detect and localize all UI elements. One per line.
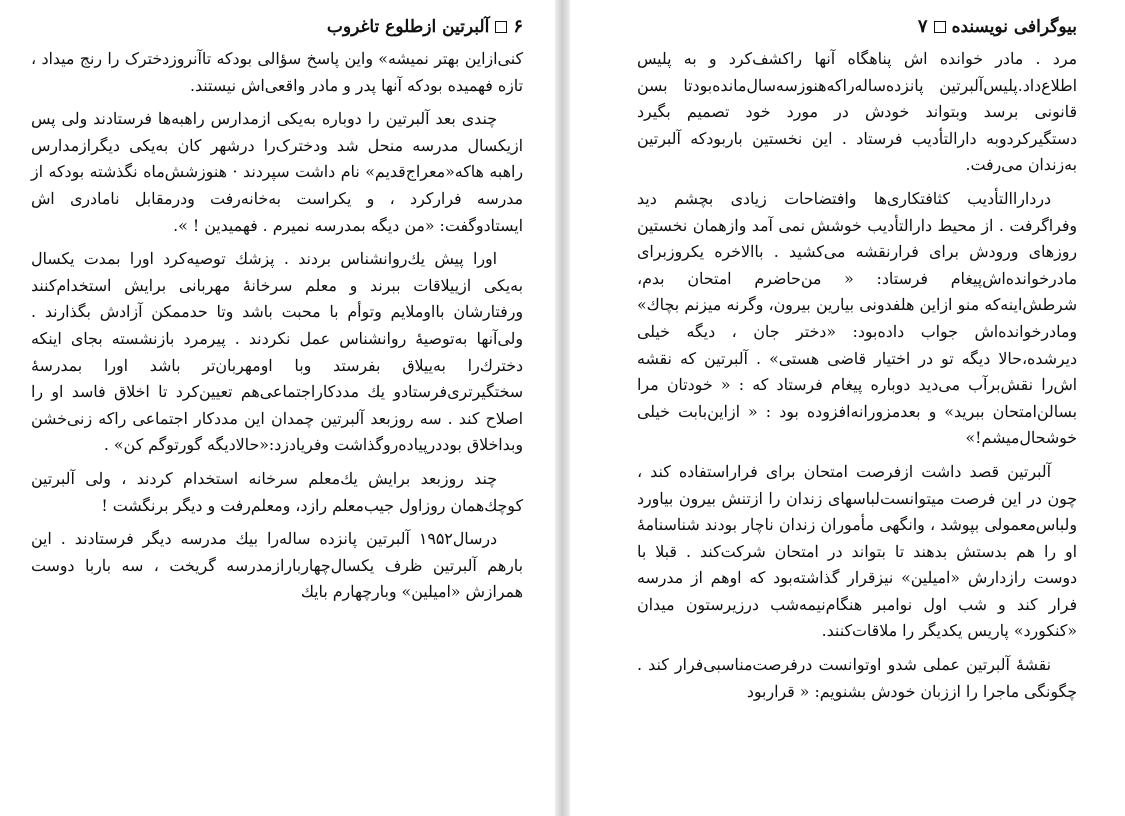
- right-page-header: [918, 14, 1077, 40]
- paragraph: چندی بعد آلبرتین را دوباره به‌یکی ازمدارس راهبه‌ها فرستادند ولی پس ازیکسال مدرسه منحل شد ودخترک‌را درشهر کان به‌یکی دیگرازمدارس راهبه هاکه«معراج‌قدیم» نام داشت سپردند · هنوزشش‌ماه نگذشته بودکه از مدرسه فرارکرد ، و یکراست به‌خانه‌رفت ودرمقابل نامادری اش ایستادوگفت: «من دیگه بمدرسه نمیرم . فهمیدین ! ».: [31, 109, 523, 235]
- square-ornament-icon: [495, 21, 507, 33]
- book-gutter: [555, 0, 570, 816]
- paragraph: درداراالتأدیب کثافتکاری‌ها وافتضاحات زیادی بچشم دید وفراگرفت . از محیط دارالتأدیب خوشش نمی آمد وازهمان نخستین روزهای ورودش برای فرارنقشه می‌کشید . باالاخره یکروزبرای مادرخوانده‌اش‌پیغام فرستاد: « من‌حاضرم امتحان بدم، شرطش‌اینه‌که منو ازاین هلفدونی بیارین بیرون، وگرنه میزنم بچاك» ومادرخوانده‌اش جواب داده‌بود: «دختر جان ، دیگه خیلی دیرشده،حالا دیگه تو در اختیار قاضی هستی» . آلبرتین که نقشه اش‌را نقش‌برآب می‌دید دوباره پیغام فرستاد که : « خودتان مرا بسالن‌امتحان ببرید» و بعدمزورانه‌افزوده بود : « ازاین‌بابت خیلی خوشحال‌میشم!»: [637, 188, 1077, 448]
- right-page-body: [637, 46, 1077, 712]
- left-page-header: [327, 14, 523, 40]
- left-page-number: ۶: [513, 16, 523, 37]
- paragraph: نقشهٔ آلبرتین عملی شدو اوتوانست درفرصت‌مناسبی‌فرار کند . چگونگی ماجرا را اززبان خودش بشنویم: « قراربود: [637, 655, 1077, 701]
- right-page-number: ۷: [917, 16, 928, 37]
- right-page-title: بیوگرافی نویسنده: [951, 17, 1077, 37]
- square-ornament-icon: [934, 21, 946, 33]
- paragraph: درسال۱۹۵۲ آلبرتین پانزده ساله‌را بیك مدرسه دیگر فرستادند . این بارهم آلبرتین ظرف یکسال‌چهاربارازمدرسه گریخت ، سه باربا دوست همرازش «امیلین» وبارچهارم بایك: [31, 529, 523, 602]
- paragraph: مرد . مادر خوانده اش پناهگاه آنها راکشف‌کرد و به پلیس اطلاع‌داد.پلیس‌آلبرتین پانزده‌ساله‌راکه‌هنوزسه‌سال‌مانده‌بودتا بسن قانونی برسد وبتواند خودش در مورد خود تصمیم بگیرد دستگیرکردوبه دارالتأدیب فرستاد . این نخستین باربودکه آلبرتین به‌زندان می‌رفت.: [637, 49, 1077, 175]
- left-page: [0, 0, 555, 816]
- right-page: [570, 0, 1125, 816]
- paragraph: کنی‌ازاین بهتر نمیشه» واین پاسخ سؤالی بودکه تاآنروزدخترک را رنج میداد ، تازه فهمیده بودکه آنها پدر و مادر واقعی‌اش نیستند.: [31, 49, 523, 95]
- left-page-title: آلبرتین ازطلوع تاغروب: [326, 17, 490, 37]
- paragraph: اورا پیش یك‌روانشناس بردند . پزشك توصیه‌کرد اورا بمدت یکسال به‌یکی ازییلاقات ببرند و معلم سرخانهٔ مهربانی برایش استخدام‌کنند ورفتارشان بااوملایم وتوأم با محبت باشد وتا حدممکن آزادش بگذارند . ولی‌آنها به‌توصیهٔ روانشناس عمل نکردند . پیرمرد بازنشسته بجای اینکه دخترك‌را به‌ییلاق بفرستد وبا اومهربان‌تر باشد اورا بمدرسهٔ سختگیرتری‌فرستادو یك مددکاراجتماعی‌هم تعیین‌کرد تا اخلاق فاسد او را اصلاح کند . سه روزبعد آلبرتین چمدان این مددکار اجتماعی راکه زنی‌خشن وبداخلاق بوددرپیاده‌روگذاشت وفریادزد:«حالادیگه گورتوگم کن» .: [31, 249, 523, 455]
- left-page-body: [31, 46, 523, 613]
- paragraph: آلبرتین قصد داشت ازفرصت امتحان برای فراراستفاده کند ، چون در این فرصت میتوانست‌لباسهای زندان را ازتنش بیرون بیاورد ولباس‌معمولی بپوشد ، وانگهی مأموران زندان ناچار بودند شناسنامهٔ او را هم بدستش بدهند تا بتواند در امتحان شرکت‌کند . قبلا با دوست رازدارش «امیلین» نیزقرار گذاشته‌بود که اوهم از مدرسه فرار کند و شب اول نوامبر هنگام‌نیمه‌شب درزیرستون میدان «کنکورد» پاریس یکدیگر را ملاقات‌کنند.: [637, 461, 1077, 641]
- paragraph: چند روزبعد برایش یك‌معلم سرخانه استخدام کردند ، ولی آلبرتین کوچك‌همان روزاول جیب‌معلم رازد، ومعلم‌رفت و دیگر برنگشت !: [31, 468, 523, 515]
